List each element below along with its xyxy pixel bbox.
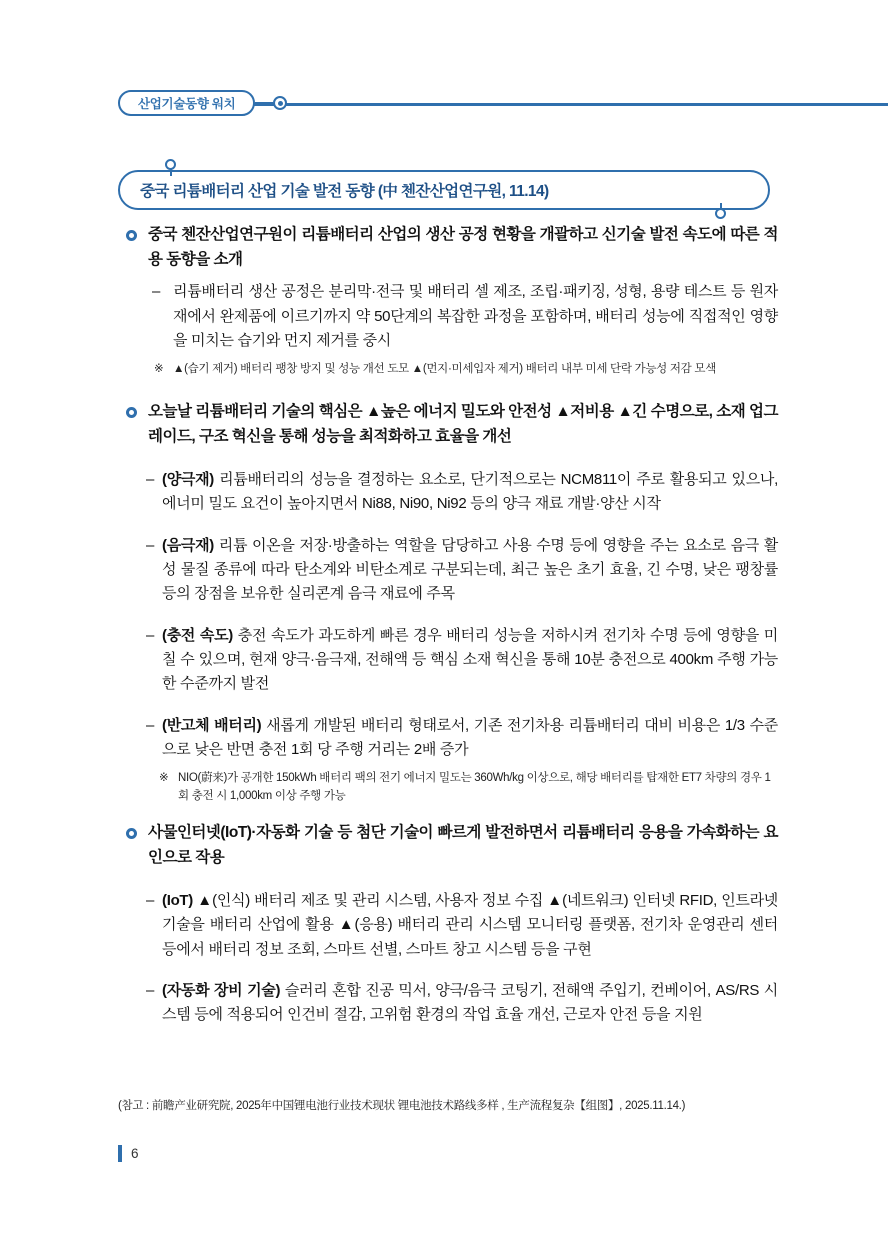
sub-bullet-body: ▲(인식) 배터리 제조 및 관리 시스템, 사용자 정보 수집 ▲(네트워크) 인터넷 RFID, 인트라넷 기술을 배터리 산업에 활용 ▲(응용) 배터리 관리 시스템 모니터링 플랫폼, 전기차 운영관리 센터 등에서 배터리 정보 조회, 스마트 선별, 스마트 창고 시스템 등을 구현: [162, 891, 778, 958]
sub-bullet-body: 리튬배터리의 성능을 결정하는 요소로, 단기적으로는 NCM811이 주로 활용되고 있으나, 에너미 밀도 요건이 높아지면서 Ni88, Ni90, Ni92 등의 양극 재료 개발·양산 시작: [162, 471, 778, 513]
dash-icon: –: [146, 536, 155, 554]
sub-bullet-item: [118, 534, 778, 607]
sub-bullet-text: [162, 889, 778, 962]
sub-bullet-text: [162, 624, 778, 697]
note-item: [118, 361, 778, 379]
sub-bullet-item: [118, 468, 778, 517]
dash-icon: –: [146, 626, 155, 644]
title-knob-top-icon: [165, 159, 176, 170]
page-footer: [118, 1145, 139, 1162]
sub-bullet-label: (자동화 장비 기술): [162, 981, 281, 999]
sub-bullet-item: [118, 979, 778, 1028]
page-number: 6: [131, 1146, 139, 1161]
bullet-item: [118, 399, 778, 449]
sub-bullet-item: [118, 714, 778, 763]
note-mark-icon: ※: [154, 363, 164, 376]
sub-bullet-label: (음극재): [162, 536, 214, 554]
sub-bullet-label: (충전 속도): [162, 626, 233, 644]
note-text: ▲(습기 제거) 배터리 팽창 방지 및 성능 개선 도모 ▲(먼지·미세입자 제거) 배터리 내부 미세 단락 가능성 저감 모색: [173, 363, 717, 376]
sub-bullet-body: 충전 속도가 과도하게 빠른 경우 배터리 성능을 저하시켜 전기차 수명 등에 영향을 미칠 수 있으며, 현재 양극·음극재, 전해액 등 핵심 소재 혁신을 통해 10분 충전으로 400km 주행 가능한 수준까지 발전: [162, 626, 778, 693]
document-body: [118, 222, 778, 1031]
bullet-item: [118, 820, 778, 870]
sub-bullet-label: (양극재): [162, 471, 214, 489]
bullet-text: 중국 첸잔산업연구원이 리튬배터리 산업의 생산 공정 현황을 개괄하고 신기술 발전 속도에 따른 적용 동향을 소개: [148, 226, 778, 269]
note-text: NIO(蔚来)가 공개한 150kWh 배터리 팩의 전기 에너지 밀도는 360Wh/kg 이상으로, 해당 배터리를 탑재한 ET7 차량의 경우 1회 충전 시 1,000km 이상 주행 가능: [178, 772, 771, 802]
title-box: [118, 170, 770, 210]
sub-bullet-item: [118, 280, 778, 353]
dash-icon: –: [146, 471, 155, 489]
sub-bullet-text: [162, 714, 778, 763]
header-tag-pill: [118, 90, 255, 116]
page-title: 중국 리튬배터리 산업 기술 발전 동향 (中 첸잔산업연구원, 11.14): [140, 183, 549, 200]
section-title: [118, 170, 770, 210]
dash-icon: –: [146, 716, 155, 734]
footer-bar-icon: [118, 1145, 122, 1162]
sub-bullet-item: [118, 624, 778, 697]
header-tag: [118, 88, 287, 118]
bullet-dot-icon: [126, 407, 137, 418]
sub-bullet-body: 새롭게 개발된 배터리 형태로서, 기존 전기차용 리튬배터리 대비 비용은 1/3 수준으로 낮은 반면 충전 1회 당 주행 거리는 2배 증가: [162, 716, 778, 758]
sub-bullet-item: [118, 889, 778, 962]
header-rule-gap: [0, 99, 120, 111]
bullet-dot-icon: [126, 230, 137, 241]
dash-icon: –: [146, 891, 155, 909]
sub-bullet-text: [162, 468, 778, 517]
sub-bullet-body: 슬러리 혼합 진공 믹서, 양극/음극 코팅기, 전해액 주입기, 컨베이어, AS/RS 시스템 등에 적용되어 인건비 절감, 고위험 환경의 작업 효율 개선, 근로자 안전 등을 지원: [162, 981, 778, 1024]
dash-icon: –: [152, 283, 161, 301]
sub-bullet-label: (반고체 배터리): [162, 716, 262, 734]
note-item: [118, 770, 778, 806]
dash-icon: –: [146, 981, 155, 999]
title-knob-bottom-icon: [715, 208, 726, 219]
sub-bullet-body: 리튬 이온을 저장·방출하는 역할을 담당하고 사용 수명 등에 영향을 주는 요소로 음극 활성 물질 종류에 따라 탄소계와 비탄소계로 구분되는데, 최근 높은 초기 효율, 긴 수명, 낮은 팽창률 등의 장점을 보유한 실리콘계 음극 재료에 주목: [162, 536, 778, 603]
bullet-text: 오늘날 리튬배터리 기술의 핵심은 ▲높은 에너지 밀도와 안전성 ▲저비용 ▲긴 수명으로, 소재 업그레이드, 구조 혁신을 통해 성능을 최적화하고 효율을 개선: [148, 402, 778, 446]
sub-bullet-label: (IoT): [162, 891, 193, 909]
sub-bullet-text: [162, 534, 778, 607]
sub-bullet-text: 리튬배터리 생산 공정은 분리막·전극 및 배터리 셀 제조, 조립·패키징, 성형, 용량 테스트 등 원자재에서 완제품에 이르기까지 약 50단계의 복잡한 과정을 포함하며, 배터리 성능에 직접적인 영향을 미치는 습기와 먼지 제거를 중시: [173, 283, 778, 349]
sub-bullet-text: [162, 979, 778, 1028]
header-tag-label: 산업기술동향 워치: [138, 97, 236, 111]
bullet-text: 사물인터넷(IoT)·자동화 기술 등 첨단 기술이 빠르게 발전하면서 리튬배터리 응용을 가속화하는 요인으로 작용: [148, 823, 778, 866]
note-mark-icon: ※: [159, 772, 169, 785]
header-tag-connector: [255, 102, 273, 104]
bullet-dot-icon: [126, 828, 137, 839]
header-tag-dot-icon: [273, 96, 287, 110]
source-reference: (참고 : 前瞻产业研究院, 2025年中国锂电池行业技术现状 锂电池技术路线多样 , 生产流程复杂【组图】, 2025.11.14.): [118, 1100, 686, 1112]
bullet-item: [118, 222, 778, 272]
